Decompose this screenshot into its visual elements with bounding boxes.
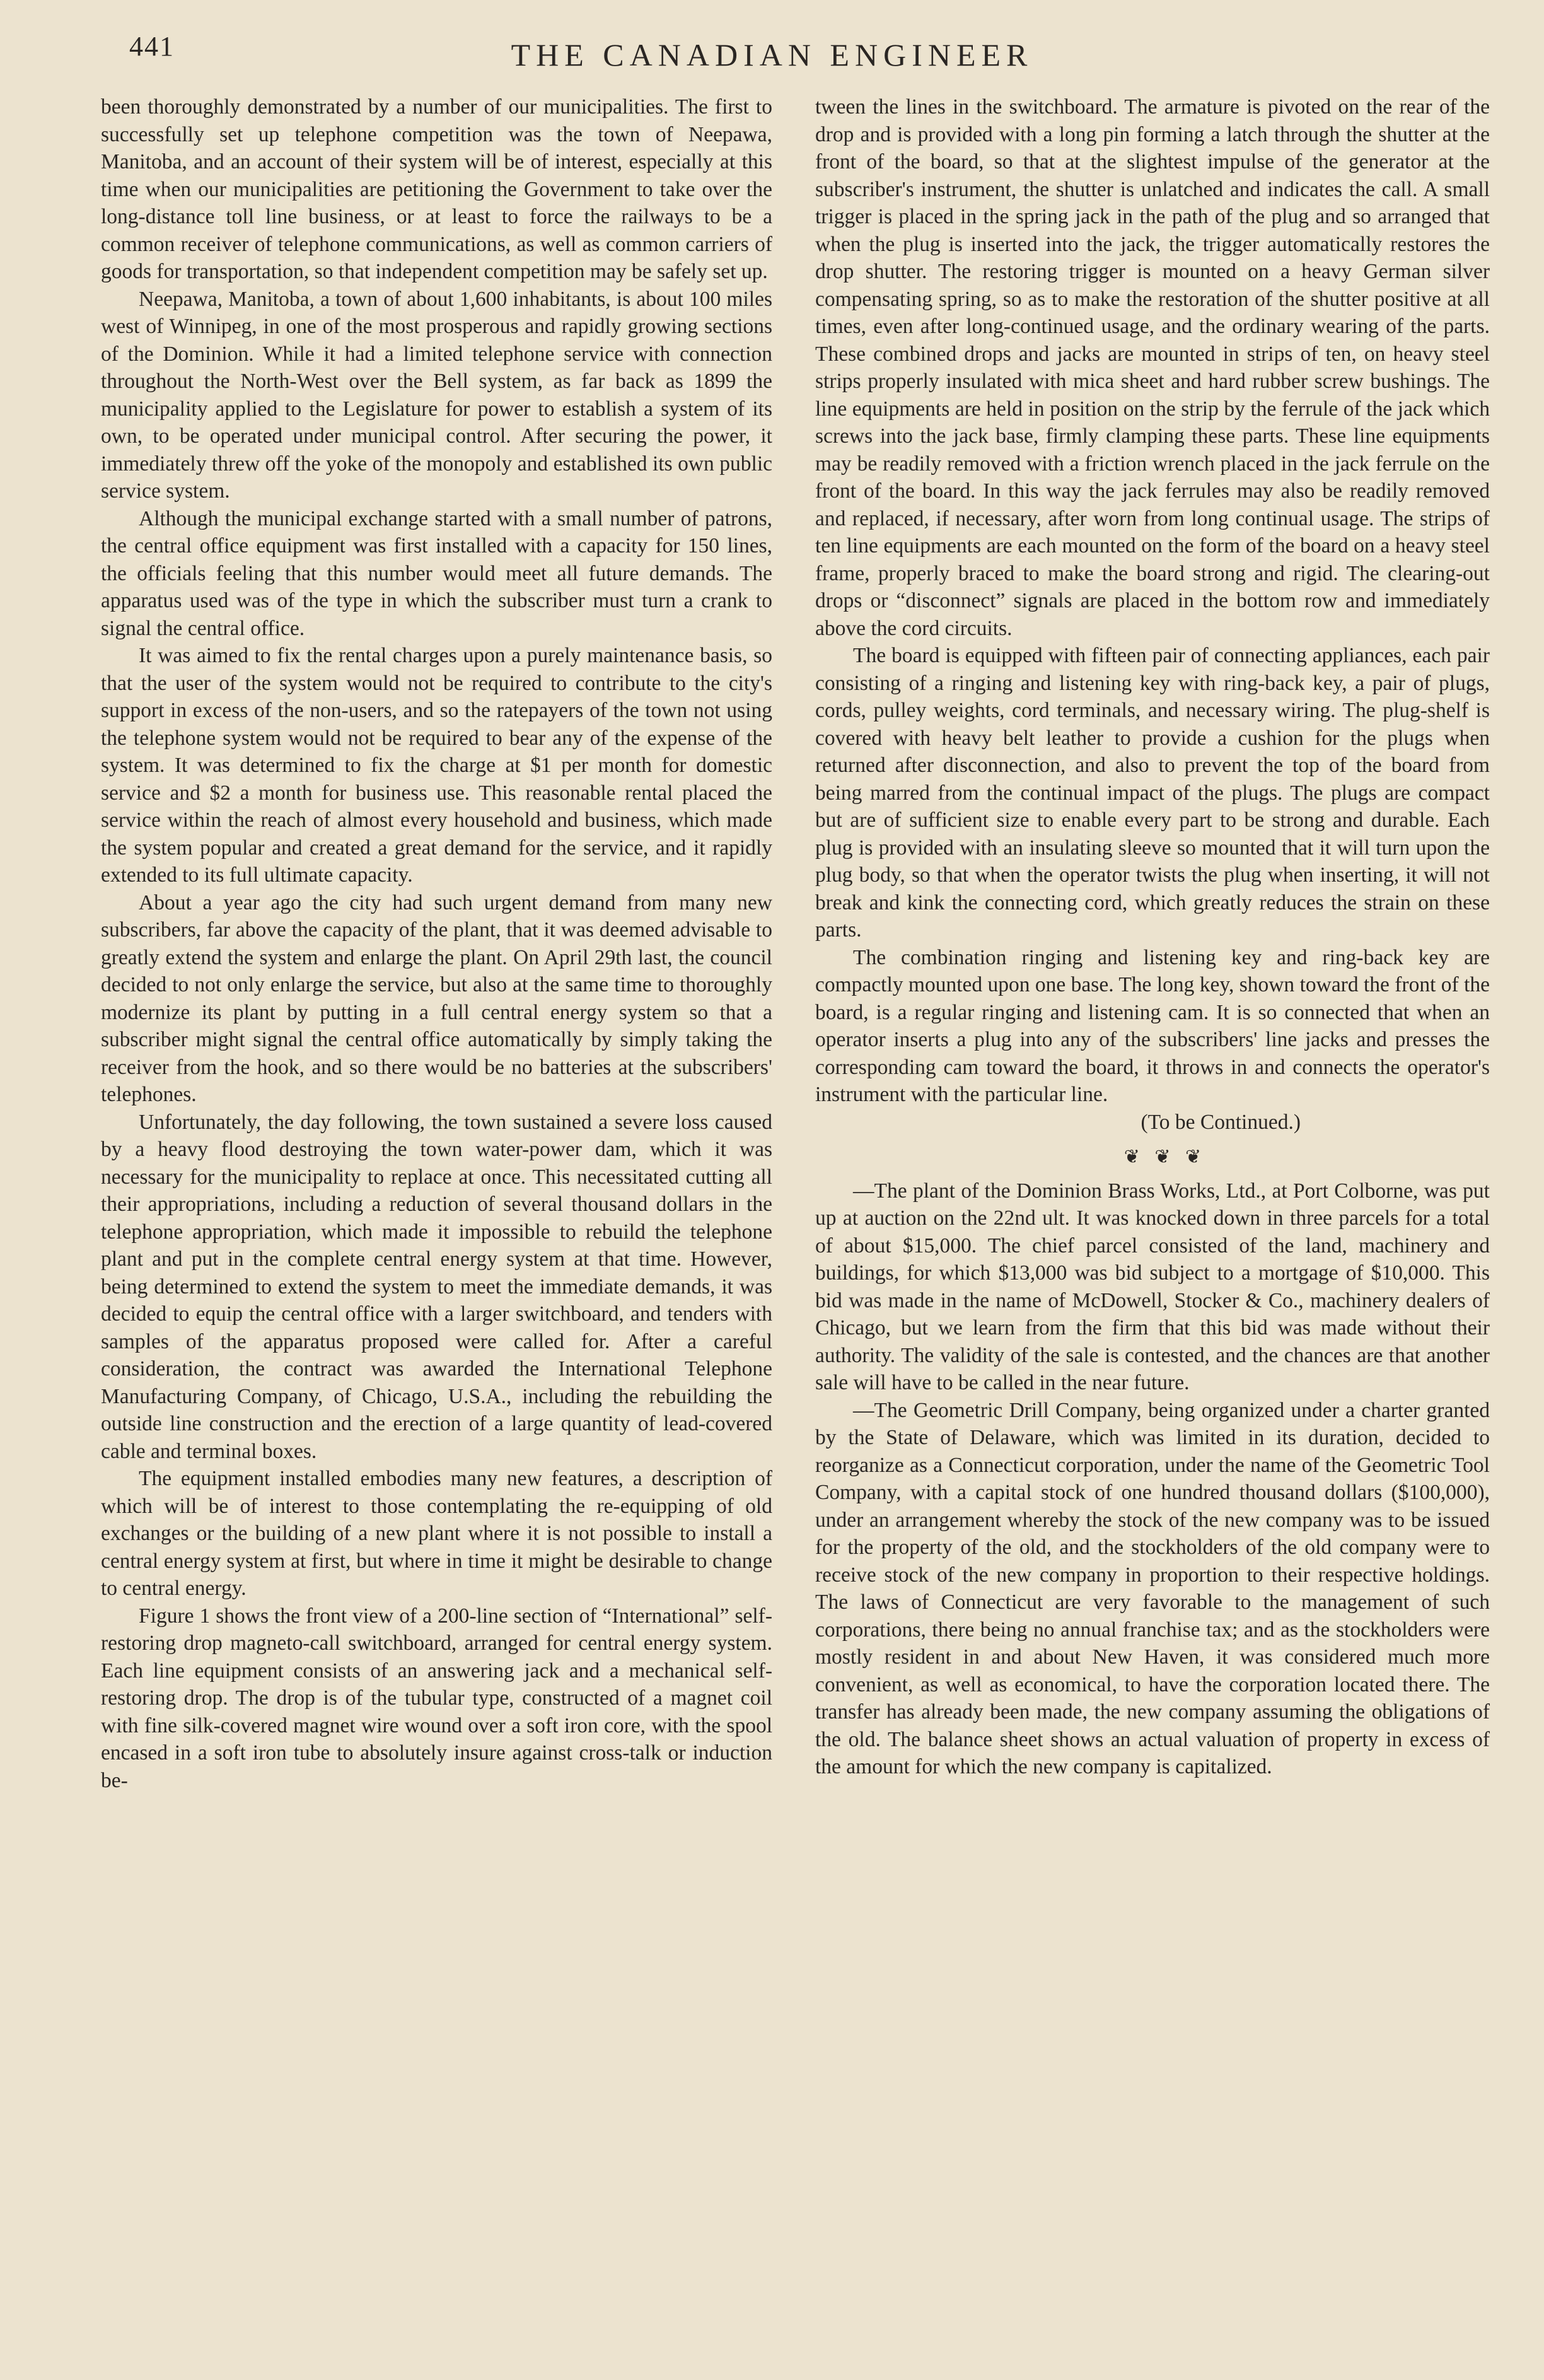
paragraph: Figure 1 shows the front view of a 200-line section of “International” self-restoring drop magneto-call switchboard, arranged for central energy system. Each line equipment consists of an answering jack and a mechanical self-restoring drop. The drop is of the tubular type, constructed of a magnet coil with fine silk-covered magnet wire wound over a soft iron core, with the spool encased in a soft iron tube to absolutely insure against cross-talk or induction be- [101,1604,772,1792]
paragraph: The combination ringing and listening key and ring-back key are compactly mounted upon one base. The long key, shown toward the front of the board, is a regular ringing and listening cam. It is so connected that when an operator inserts a plug into any of the subscribers' line jacks and presses the corresponding cam toward the board, it throws in and connects the operator's instrument with the particular line. [815,945,1490,1106]
section-ornament: ❦ ❦ ❦ [1123,1146,1207,1167]
paragraph: About a year ago the city had such urgent demand from many new subscribers, far above the capacity of the plant, that it was deemed advisable to greatly extend the system and enlarge the plant. On April 29th last, the council decided to not only enlarge the service, but also at the same time to thoroughly modernize its plant by putting in a full central energy system so that a subscriber might signal the central office automatically by simply taking the receiver from the hook, and so there would be no batteries at the subscribers' telephones. [101,890,772,1106]
running-head: THE CANADIAN ENGINEER [511,37,1033,73]
right-column [815,93,1490,1781]
news-item: —The plant of the Dominion Brass Works, Ltd., at Port Colborne, was put up at auction on the 22nd ult. It was knocked down in three parcels for a total of about $15,000. The chief parcel consisted of the land, machinery and buildings, for which $13,000 was bid subject to a mortgage of $10,000. This bid was made in the name of McDowell, Stocker & Co., machinery dealers of Chicago, but we learn from the firm that this bid was made without their authority. The validity of the sale is contested, and the chances are that another sale will have to be called in the near future. [815,1179,1490,1394]
left-column [101,93,772,1794]
paragraph: tween the lines in the switchboard. The armature is pivoted on the rear of the drop and is provided with a long pin forming a latch through the shutter at the front of the board, so that at the slightest impulse of the generator at the subscriber's instrument, the shutter is unlatched and indicates the call. A small trigger is placed in the spring jack in the path of the plug and so arranged that when the plug is inserted into the jack, the trigger automatically restores the drop shutter. The restoring trigger is mounted on a heavy German silver compensating spring, so as to make the restoration of the shutter positive at all times, even after long-continued usage, and the ordinary wearing of the parts. These combined drops and jacks are mounted in strips of ten, on heavy steel strips properly insulated with mica sheet and hard rubber screw bushings. The line equipments are held in position on the strip by the ferrule of the jack which screws into the jack base, firmly clamping these parts. These line equipments may be readily removed with a friction wrench placed in the jack ferrule on the front of the board. In this way the jack ferrules may also be readily removed and replaced, if necessary, after worn from long continual usage. The strips of ten line equipments are each mounted on the form of the board on a heavy steel frame, properly braced to make the board strong and rigid. The clearing-out drops or “disconnect” signals are placed in the bottom row and immediately above the cord circuits. [815,95,1490,640]
paragraph: The equipment installed embodies many new features, a description of which will be of interest to those contemplating the re-equipping of old exchanges or the building of a new plant where it is not possible to install a central energy system at first, but where in time it might be desirable to change to central energy. [101,1467,772,1600]
paragraph: Neepawa, Manitoba, a town of about 1,600 inhabitants, is about 100 miles west of Winnipeg, in one of the most prosperous and rapidly growing sections of the Dominion. While it had a limited telephone service with connection throughout the North-West over the Bell system, as far back as 1899 the municipality applied to the Legislature for power to establish a system of its own, to be operated under municipal control. After securing the power, it immediately threw off the yoke of the monopoly and established its own public service system. [101,287,772,503]
news-item: —The Geometric Drill Company, being organized under a charter granted by the State of Delaware, which was limited in its duration, decided to reorganize as a Connecticut corporation, under the name of the Geometric Tool Company, with a capital stock of one hundred thousand dollars ($100,000), under an arrangement whereby the stock of the new company was to be issued for the property of the old, and the stockholders of the old company were to receive stock of the new company in proportion to their respective holdings. The laws of Connecticut are very favorable to the management of such corporations, there being no annual franchise tax; and as the stockholders were mostly resident in and about New Haven, it was considered much more convenient, as well as economical, to have the corporation located there. The transfer has already been made, the new company assuming the obligations of the old. The balance sheet shows an actual valuation of property in excess of the amount for which the new company is capitalized. [815,1398,1490,1778]
paragraph: It was aimed to fix the rental charges upon a purely maintenance basis, so that the user of the system would not be required to contribute to the city's support in excess of the non-users, and so the ratepayers of the town not using the telephone system would not be required to bear any of the expense of the system. It was determined to fix the charge at $1 per month for domestic service and $2 a month for business use. This reasonable rental placed the service within the reach of almost every household and business, which made the system popular and created a great demand for the service, and it rapidly extended to its full ultimate capacity. [101,644,772,887]
continued-note: (To be Continued.) [1141,1110,1301,1134]
paragraph: Although the municipal exchange started with a small number of patrons, the central office equipment was first installed with a capacity for 150 lines, the officials feeling that this number would meet all future demands. The apparatus used was of the type in which the subscriber must turn a crank to signal the central office. [101,506,772,640]
paragraph: The board is equipped with fifteen pair of connecting appliances, each pair consisting of a ringing and listening key with ring-back key, a pair of plugs, cords, pulley weights, cord terminals, and necessary wiring. The plug-shelf is covered with heavy belt leather to provide a cushion for the plugs when returned after disconnection, and also to prevent the top of the board from being marred from the continual impact of the plugs. The plugs are compact but are of sufficient size to enable every part to be strong and durable. Each plug is provided with an insulating sleeve so mounted that it will turn upon the plug body, so that when the operator twists the plug when inserting, it will not break and kink the connecting cord, which greatly reduces the strain on these parts. [815,644,1490,942]
paragraph: been thoroughly demonstrated by a number of our municipalities. The first to successfully set up telephone competition was the town of Neepawa, Manitoba, and an account of their system will be of interest, especially at this time when our municipalities are petitioning the Government to take over the long-distance toll line business, or at least to force the railways to be a common receiver of telephone communications, as well as common carriers of goods for transportation, so that independent competition may be safely set up. [101,95,772,283]
page-number: 441 [129,31,175,62]
paragraph: Unfortunately, the day following, the town sustained a severe loss caused by a heavy flood destroying the town water-power dam, which it was necessary for the municipality to replace at once. This necessitated cutting all their appropriations, including a reduction of several thousand dollars in the telephone appropriation, which made it impossible to rebuild the telephone plant and put in the complete central energy system at that time. However, being determined to extend the system to meet the immediate demands, it was decided to equip the central office with a larger switchboard, and tenders with samples of the apparatus proposed were called for. After a careful consideration, the contract was awarded the International Telephone Manufacturing Company, of Chicago, U.S.A., including the rebuilding the outside line construction and the erection of a large quantity of lead-covered cable and terminal boxes. [101,1110,772,1463]
